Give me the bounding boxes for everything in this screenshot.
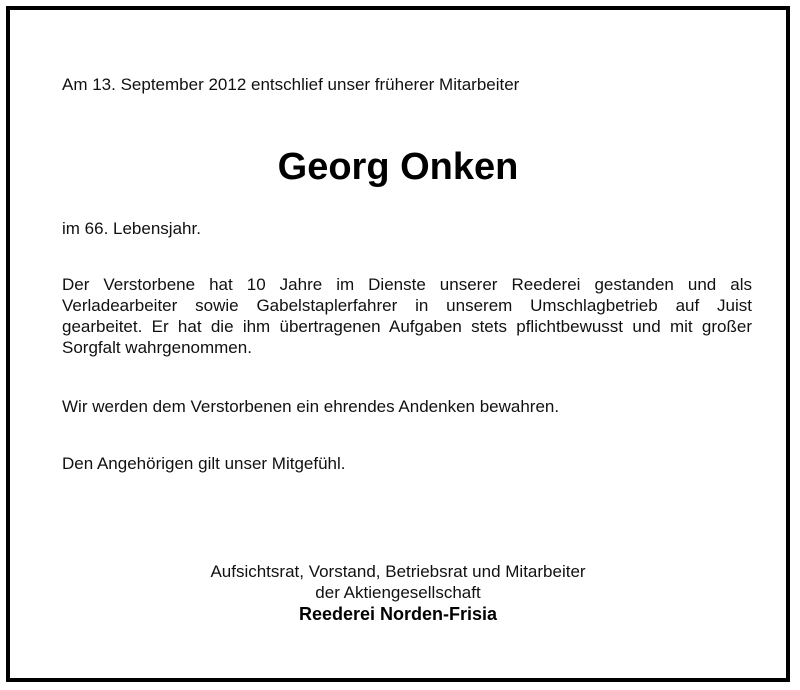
paragraph-line: Sorgfalt wahrgenommen. [62, 338, 252, 357]
paragraph-line: Der Verstorbene hat 10 Jahre im Dienste unserer Reederei gestanden und als [62, 275, 752, 294]
obituary-notice [6, 6, 790, 682]
paragraph-line: gearbeitet. Er hat die ihm übertragenen Aufgaben stets pflichtbewusst und mit großer [62, 317, 752, 336]
age-line: im 66. Lebensjahr. [62, 219, 201, 238]
signature-line-2: der Aktiengesellschaft [315, 583, 481, 602]
deceased-name: Georg Onken [277, 146, 519, 188]
tribute-paragraph [62, 274, 752, 358]
company-name: Reederei Norden-Frisia [298, 604, 498, 624]
sympathy-statement: Den Angehörigen gilt unser Mitgefühl. [62, 454, 346, 473]
intro-text: Am 13. September 2012 entschlief unser früherer Mitarbeiter [62, 75, 520, 94]
memory-statement: Wir werden dem Verstorbenen ein ehrendes Andenken bewahren. [62, 397, 560, 416]
signature-line-1: Aufsichtsrat, Vorstand, Betriebsrat und Mitarbeiter [210, 562, 586, 581]
paragraph-line: Verladearbeiter sowie Gabelstaplerfahrer in unserem Umschlagbetrieb auf Juist [62, 296, 752, 315]
